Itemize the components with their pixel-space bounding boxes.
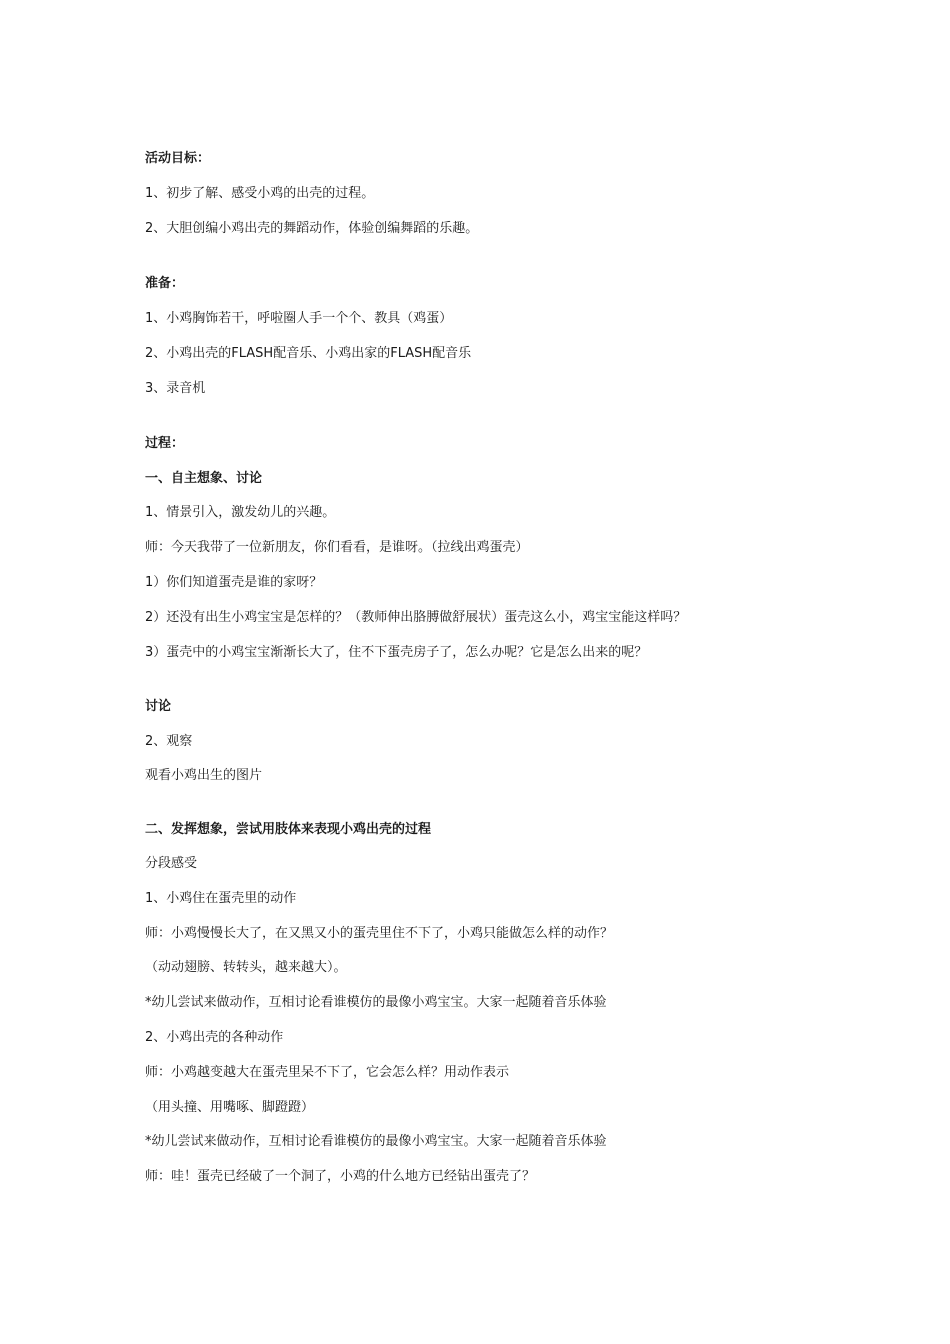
- goal-item-2: 2、大胆创编小鸡出壳的舞蹈动作，体验创编舞蹈的乐趣。: [145, 221, 479, 236]
- goal-item-1: 1、初步了解、感受小鸡的出壳的过程。: [145, 186, 375, 201]
- process-line: 1）你们知道蛋壳是谁的家呀？: [145, 575, 323, 590]
- process-line: 1、小鸡住在蛋壳里的动作: [145, 891, 297, 906]
- process-line: *幼儿尝试来做动作，互相讨论看谁模仿的最像小鸡宝宝。大家一起随着音乐体验: [145, 1134, 607, 1149]
- process-line: 2、观察: [145, 734, 193, 749]
- process-line: 师：小鸡越变越大在蛋壳里呆不下了，它会怎么样？用动作表示: [145, 1065, 510, 1080]
- section-heading-process: 过程：: [145, 436, 185, 451]
- process-line: 分段感受: [145, 856, 198, 871]
- subsection-heading-imagine: 一、自主想象、讨论: [145, 471, 263, 486]
- section-heading-preparation: 准备：: [145, 276, 185, 291]
- process-line: *幼儿尝试来做动作，互相讨论看谁模仿的最像小鸡宝宝。大家一起随着音乐体验: [145, 995, 607, 1010]
- process-line: 2）还没有出生小鸡宝宝是怎样的？（教师伸出胳膊做舒展状）蛋壳这么小，鸡宝宝能这样吗？: [145, 610, 687, 625]
- process-line: （动动翅膀、转转头，越来越大）。: [145, 960, 347, 975]
- preparation-item-2: 2、小鸡出壳的FLASH配音乐、小鸡出家的FLASH配音乐: [145, 346, 472, 361]
- process-line: 师：今天我带了一位新朋友，你们看看，是谁呀。（拉线出鸡蛋壳）: [145, 540, 529, 555]
- process-line: （用头撞、用嘴啄、脚蹬蹬）: [145, 1100, 315, 1115]
- process-line: 观看小鸡出生的图片: [145, 768, 263, 783]
- process-line: 2、小鸡出壳的各种动作: [145, 1030, 284, 1045]
- process-line: 3）蛋壳中的小鸡宝宝渐渐长大了，住不下蛋壳房子了，怎么办呢？它是怎么出来的呢？: [145, 645, 648, 660]
- process-line: 师：小鸡慢慢长大了，在又黑又小的蛋壳里住不下了，小鸡只能做怎么样的动作？: [145, 926, 614, 941]
- subsection-heading-movement: 二、发挥想象，尝试用肢体来表现小鸡出壳的过程: [145, 822, 432, 837]
- process-line: 师：哇！蛋壳已经破了一个洞了，小鸡的什么地方已经钻出蛋壳了？: [145, 1169, 536, 1184]
- preparation-item-3: 3、录音机: [145, 381, 206, 396]
- section-heading-goals: 活动目标：: [145, 151, 211, 166]
- subsection-heading-discussion: 讨论: [145, 699, 172, 714]
- process-line: 1、情景引入，激发幼儿的兴趣。: [145, 505, 336, 520]
- preparation-item-1: 1、小鸡胸饰若干，呼啦圈人手一个个、教具（鸡蛋）: [145, 311, 453, 326]
